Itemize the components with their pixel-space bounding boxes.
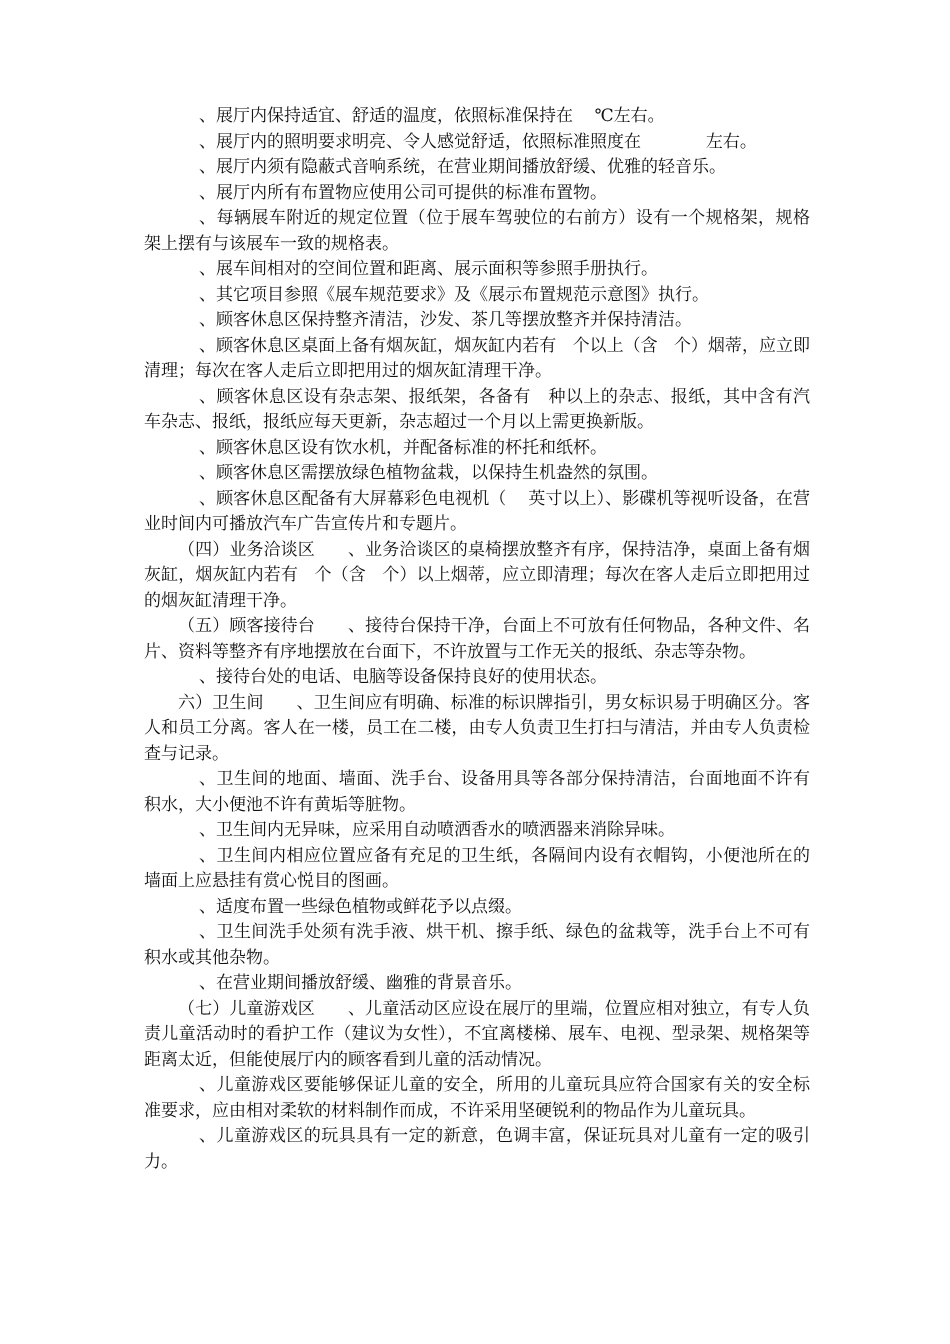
paragraph: 、其它项目参照《展车规范要求》及《展示布置规范示意图》执行。 (199, 284, 709, 305)
paragraph: 、顾客休息区保持整齐清洁，沙发、茶几等摆放整齐并保持清洁。 (199, 310, 692, 330)
section-paragraph: （五）顾客接待台 、接待台保持干净，台面上不可放有任何物品，各种文件、名片、资料等整齐有序地摆放在台面下，不许放置与工作无关的报纸、杂志等杂物。 (144, 616, 810, 662)
section-paragraph: （四）业务洽谈区 、业务洽谈区的桌椅摆放整齐有序，保持洁净，桌面上备有烟灰缸，烟灰缸内若有 个（含 个）以上烟蒂，应立即清理；每次在客人走后立即把用过的烟灰缸清理干净。 (144, 539, 810, 611)
paragraph: 、儿童游戏区的玩具具有一定的新意，色调丰富，保证玩具对儿童有一定的吸引力。 (144, 1126, 810, 1172)
paragraph: 、顾客休息区配备有大屏幕彩色电视机（ 英寸以上）、影碟机等视听设备，在营业时间内可播放汽车广告宣传片和专题片。 (144, 488, 810, 534)
paragraph: 、展厅内保持适宜、舒适的温度，依照标准保持在 ℃左右。 (199, 106, 665, 126)
paragraph: 、展厅内的照明要求明亮、令人感觉舒适，依照标准照度在 左右。 (199, 131, 757, 152)
paragraph: 、卫生间内相应位置应备有充足的卫生纸，各隔间内设有衣帽钩，小便池所在的墙面上应悬挂有赏心悦目的图画。 (144, 845, 810, 891)
paragraph: 、展厅内须有隐蔽式音响系统，在营业期间播放舒缓、优雅的轻音乐。 (199, 157, 726, 177)
paragraph: 、顾客休息区设有杂志架、报纸架，各备有 种以上的杂志、报纸，其中含有汽车杂志、报纸，报纸应每天更新，杂志超过一个月以上需更换新版。 (144, 386, 810, 432)
paragraph: 、卫生间的地面、墙面、洗手台、设备用具等各部分保持清洁，台面地面不许有积水，大小便池不许有黄垢等脏物。 (144, 769, 810, 815)
document-body (144, 104, 810, 1175)
paragraph: 、顾客休息区需摆放绿色植物盆栽，以保持生机盎然的氛围。 (199, 463, 658, 483)
paragraph: 、在营业期间播放舒缓、幽雅的背景音乐。 (199, 973, 522, 993)
section-paragraph: 六）卫生间 、卫生间应有明确、标准的标识牌指引，男女标识易于明确区分。客人和员工分离。客人在一楼，员工在二楼，由专人负责卫生打扫与清洁，并由专人负责检查与记录。 (144, 692, 810, 764)
paragraph: 、顾客休息区设有饮水机，并配备标准的杯托和纸杯。 (199, 437, 607, 458)
paragraph: 、顾客休息区桌面上备有烟灰缸，烟灰缸内若有 个以上（含 个）烟蒂，应立即清理；每次在客人走后立即把用过的烟灰缸清理干净。 (144, 335, 810, 381)
section-paragraph: （七）儿童游戏区 、儿童活动区应设在展厅的里端，位置应相对独立，有专人负责儿童活动时的看护工作（建议为女性），不宜离楼梯、展车、电视、型录架、规格架等距离太近，但能使展厅内的顾客看到儿童的活动情况。 (144, 998, 810, 1070)
paragraph: 、卫生间内无异味，应采用自动喷洒香水的喷洒器来消除异味。 (199, 820, 675, 840)
paragraph: 、儿童游戏区要能够保证儿童的安全，所用的儿童玩具应符合国家有关的安全标准要求，应由相对柔软的材料制作而成，不许采用坚硬锐利的物品作为儿童玩具。 (144, 1075, 810, 1121)
paragraph: 、适度布置一些绿色植物或鲜花予以点缀。 (199, 896, 522, 917)
paragraph: 、接待台处的电话、电脑等设备保持良好的使用状态。 (199, 667, 607, 687)
paragraph: 、每辆展车附近的规定位置（位于展车驾驶位的右前方）设有一个规格架，规格架上摆有与该展车一致的规格表。 (144, 208, 810, 254)
paragraph: 、展车间相对的空间位置和距离、展示面积等参照手册执行。 (199, 259, 658, 279)
paragraph: 、展厅内所有布置物应使用公司可提供的标准布置物。 (199, 182, 607, 203)
paragraph: 、卫生间洗手处须有洗手液、烘干机、擦手纸、绿色的盆栽等，洗手台上不可有积水或其他杂物。 (144, 922, 810, 968)
